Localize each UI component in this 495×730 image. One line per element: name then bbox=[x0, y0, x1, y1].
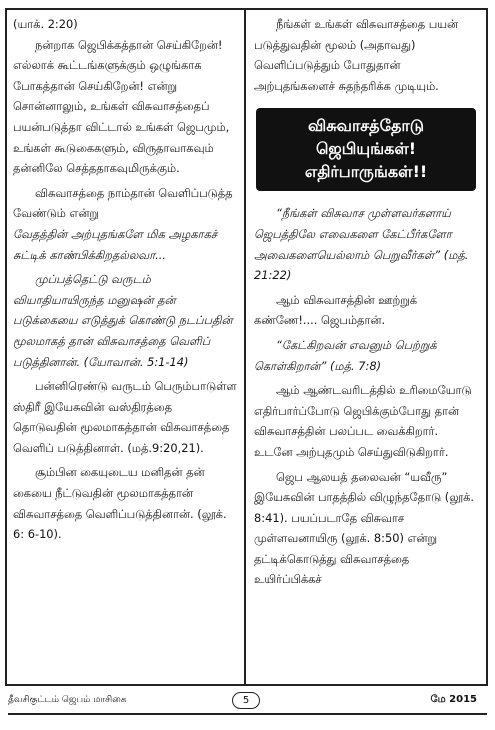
paragraph: ஜெப ஆலயத் தலைவன் “யவீரு” இயேசுவின் பாதத்தில் விழுந்ததோடு (லூக். 8:41). பயப்படாதே விசுவாச முள்ளவனாயிரு (லூக். 8:50) என்று தட்டிக்கொடுத்து விசுவாசத்தை உயிர்ப்பிக்கச் bbox=[254, 469, 475, 587]
left-column bbox=[13, 14, 237, 545]
column-divider bbox=[244, 8, 246, 686]
footer-rule bbox=[8, 713, 487, 715]
page-number: 5 bbox=[232, 692, 260, 709]
paragraph: நீங்கள் உங்கள் விசுவாசத்தை பயன் படுத்துவதின் மூலம் (அதாவது) வெளிப்படுத்தும் போதுதான் அற்புதங்களைச் சுதந்தரிக்க முடியும். bbox=[254, 17, 459, 93]
banner-line: ஜெபியுங்கள்! bbox=[315, 139, 417, 159]
quote-paragraph: “கேட்கிறவன் எவனும் பெற்றுக் கொள்கிறான்” (மத். 7:8) bbox=[254, 337, 437, 373]
paragraph: பன்னிரெண்டு வருடம் பெரும்பாடுள்ள ஸ்திரீ இயேசுவின் வஸ்திரத்தை தொடுவதின் மூலமாகத்தான் விசுவாசத்தை வெளிப் படுத்தினாள். (மத்.9:20,21). bbox=[13, 379, 237, 455]
paragraph: ஆம் விசுவாசத்தின் ஊற்றுக் கண்ணே!.... ஜெபம்தான். bbox=[254, 292, 418, 328]
quote-paragraph: “நீங்கள் விசுவாச முள்ளவர்களாய் ஜெபத்திலே எவைகளை கேட்பீர்களோ அவைகளையெல்லாம் பெறுவீர்கள்” (மத். 21:22) bbox=[254, 206, 469, 283]
paragraph: விசுவாசத்தை நாம்தான் வெளிப்படுத்த வேண்டும் என்று bbox=[13, 185, 233, 221]
highlight-banner bbox=[256, 108, 476, 191]
banner-line: விசுவாசத்தோடு bbox=[307, 116, 424, 136]
paragraph: ஆம் ஆண்டவரிடத்தில் உரிமையோடு எதிர்பார்ப்போடு ஜெபிக்கும்போது தான் விசுவாசத்தின் பலப்பட வைக்கிறார். உடனே அற்புதமும் செய்துவிடுகிறார். bbox=[254, 383, 472, 459]
paragraph-italic: வேதத்தின் அற்புதங்களே மிக அழகாகச் சுட்டிக் காண்பிக்கிறதல்லவா... bbox=[13, 226, 218, 262]
paragraph: நன்றாக ஜெபிக்கத்தான் செய்கிறேன்! எல்லாக் கூட்டங்களுக்கும் ஒழுங்காக போகத்தான் செய்கிறேன்! என்று சொன்னாலும், உங்கள் விசுவாசத்தைப் பயன்படுத்தா விட்டால் உங்கள் ஜெபமும், உங்கள் கூடுகைகளும், விருதாவாகவும் தன்னிலே செத்ததாகவுமிருக்கும். bbox=[13, 37, 230, 176]
paragraph: சூம்பின கையுடைய மனிதன் தன் கையை நீட்டுவதின் மூலமாகத்தான் விசுவாசத்தை வெளிப்படுத்தினான். (லூக். 6: 6-10). bbox=[13, 465, 227, 542]
reference-line: (யாக். 2:20) bbox=[13, 17, 78, 31]
magazine-name: தீவசிகுட்டம் ஜெபம் மாசிகை bbox=[8, 695, 127, 705]
paragraph: முப்பத்தெட்டு வருடம் வியாதியாயிருந்த மனுஷன் தன் படுக்கையை எடுத்துக் கொண்டு நடப்பதின் மூலமாகத் தான் விசுவாசத்தை வெளிப் படுத்தினான். (யோவான். 5:1-14) bbox=[13, 272, 233, 369]
issue-date: மே 2015 bbox=[430, 694, 477, 705]
right-column bbox=[254, 14, 480, 590]
banner-line: எதிர்பாருங்கள்!! bbox=[304, 162, 428, 182]
